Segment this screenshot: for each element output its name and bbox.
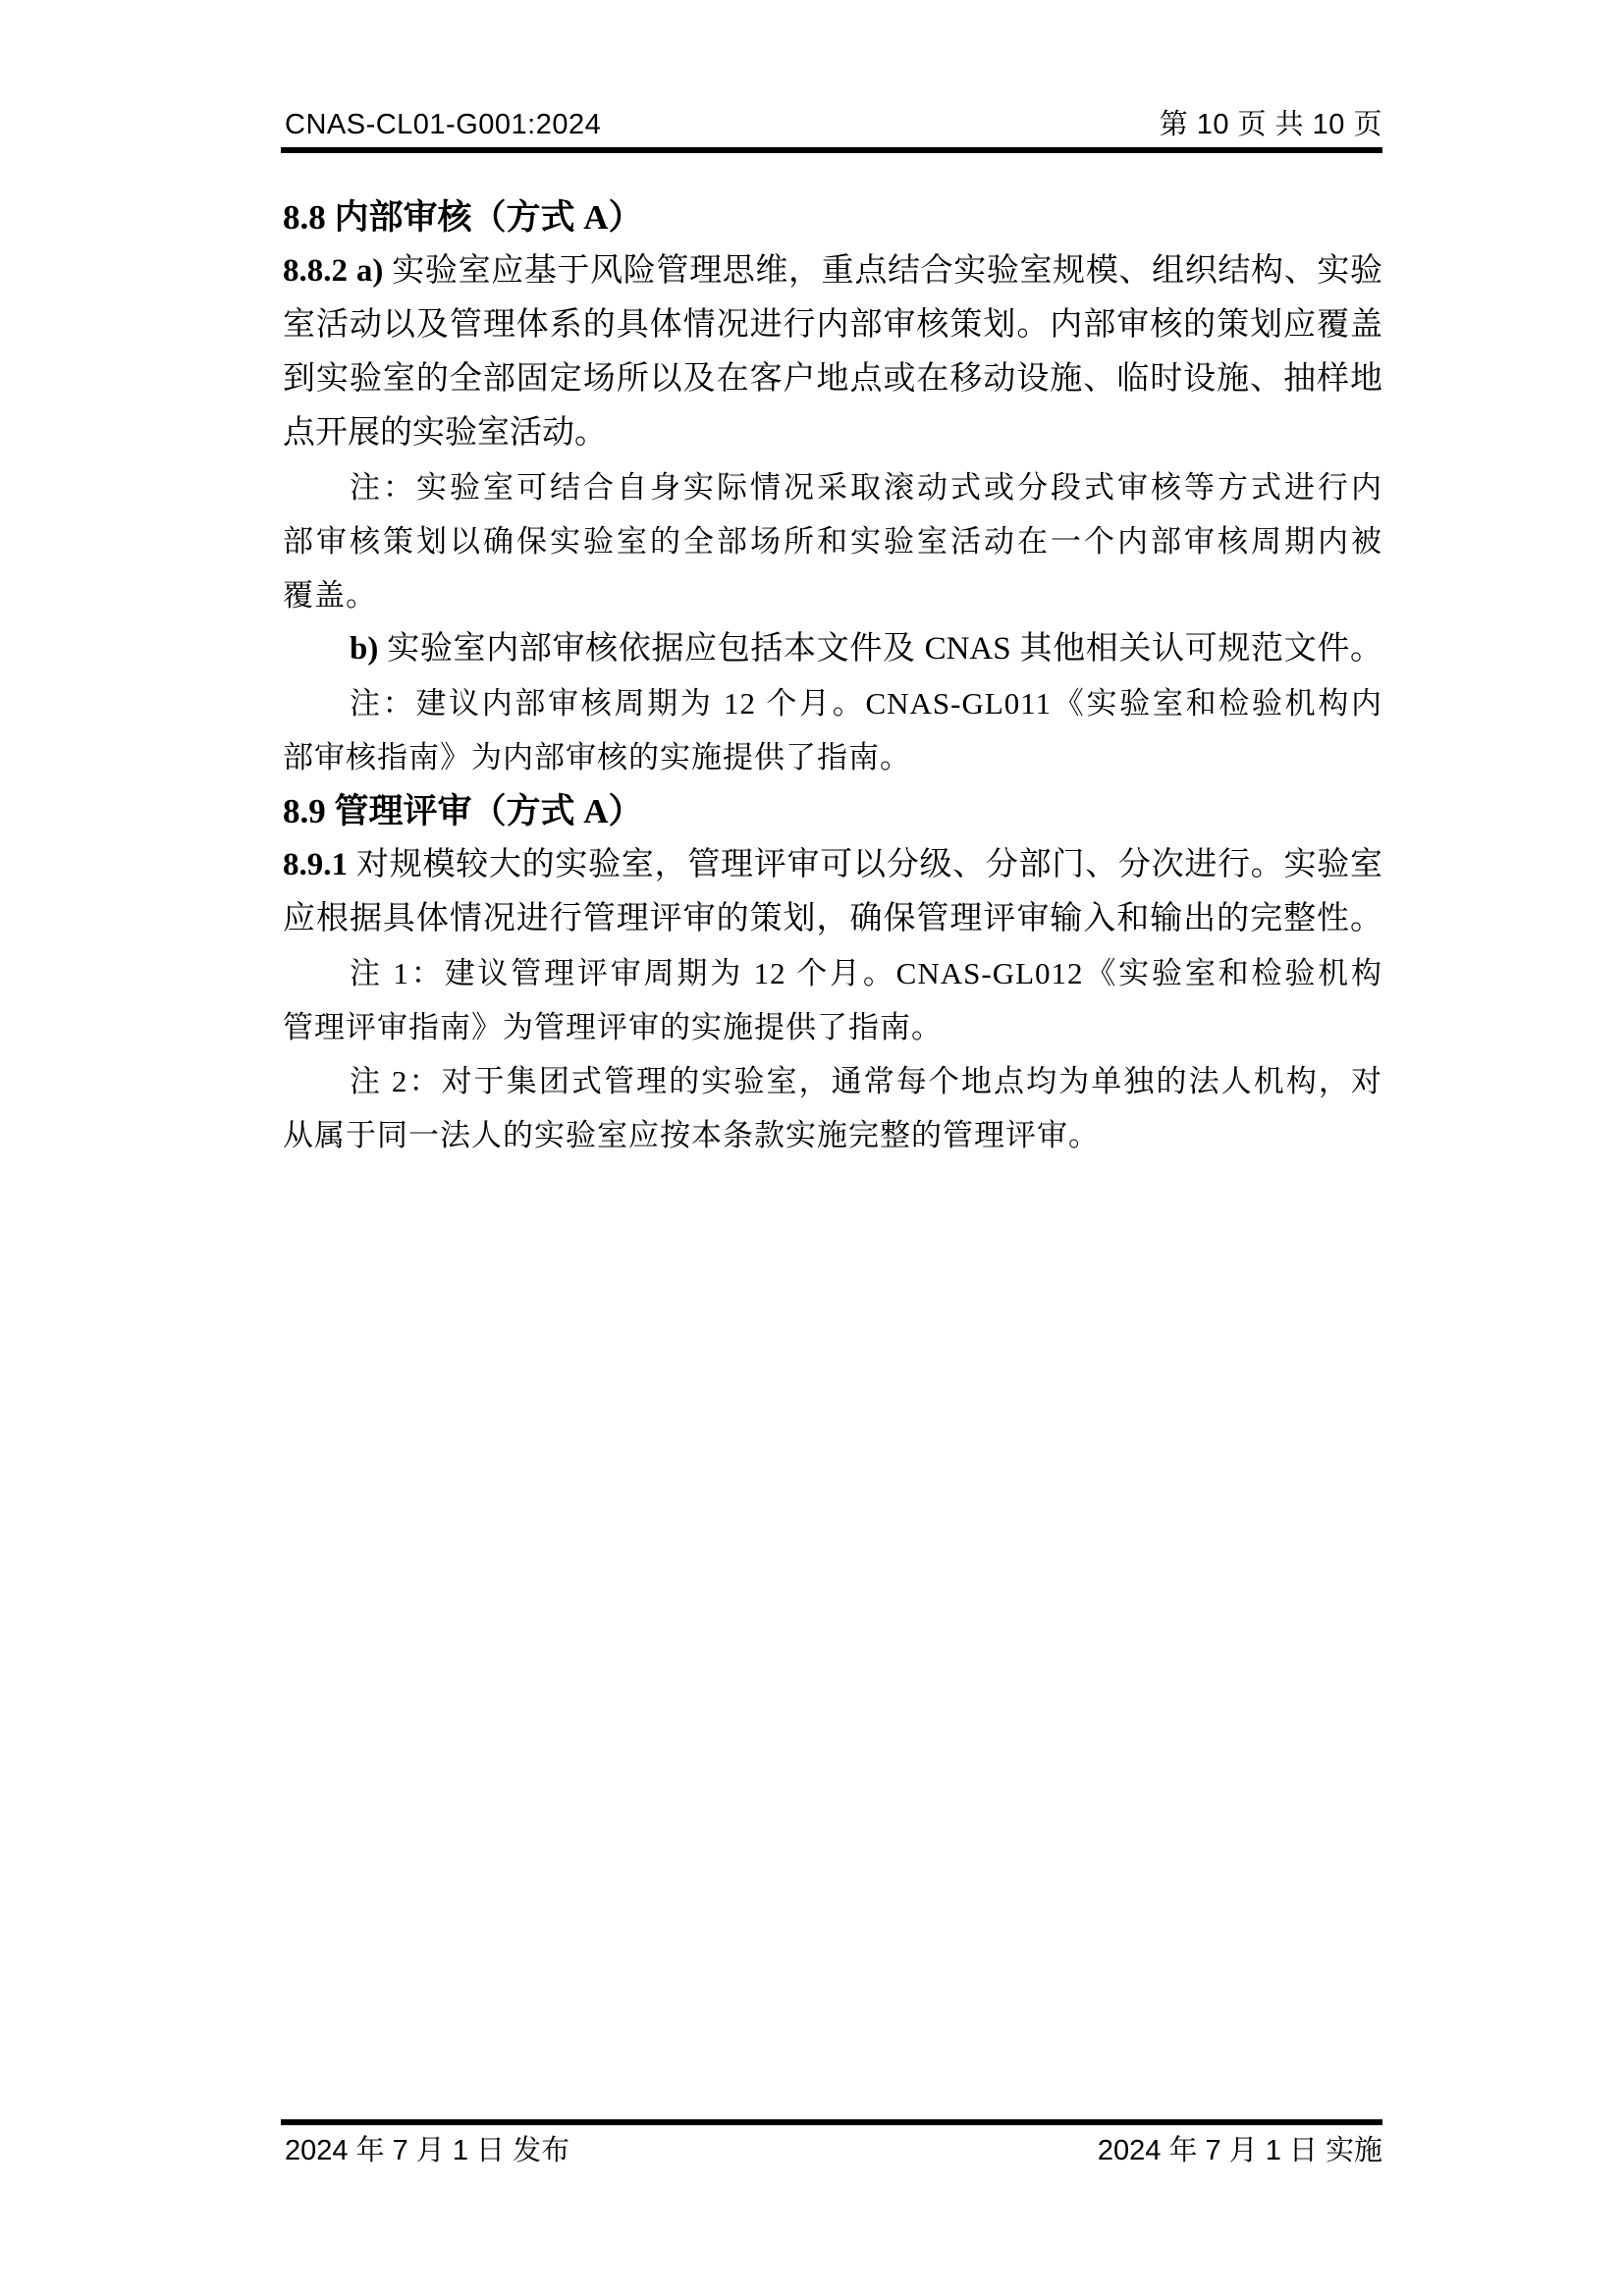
clause-number: 8.9.1 (283, 847, 356, 882)
text-line: 室活动以及管理体系的具体情况进行内部审核策划。内部审核的策划应覆盖 (283, 307, 1382, 343)
document-body (283, 190, 1382, 1162)
text-line: 部审核指南》为内部审核的实施提供了指南。 (283, 740, 911, 774)
document-code: CNAS-CL01-G001:2024 (285, 109, 602, 140)
clause-number: b) (350, 631, 388, 667)
text-line: 覆盖。 (283, 578, 377, 613)
clause-number: 8.8.2 a) (283, 253, 393, 289)
text-line: 从属于同一法人的实验室应按本条款实施完整的管理评审。 (283, 1118, 1100, 1152)
footer-rule (281, 2119, 1382, 2125)
text-line: 注：实验室可结合自身实际情况采取滚动式或分段式审核等方式进行内 (350, 470, 1382, 505)
implementation-date: 2024 年 7 月 1 日 实施 (1097, 2134, 1382, 2166)
text-line: 8.9.1 对规模较大的实验室，管理评审可以分级、分部门、分次进行。实验室 (283, 847, 1383, 882)
page-header (285, 106, 1382, 143)
text-line: 注：建议内部审核周期为 12 个月。CNAS-GL011《实验室和检验机构内 (350, 686, 1382, 721)
page-footer (285, 2128, 1382, 2167)
text-line: 到实验室的全部固定场所以及在客户地点或在移动设施、临时设施、抽样地 (283, 361, 1382, 397)
text-line: 管理评审指南》为管理评审的实施提供了指南。 (283, 1010, 943, 1044)
text-line: 部审核策划以确保实验室的全部场所和实验室活动在一个内部审核周期内被 (283, 524, 1382, 559)
text-line: 应根据具体情况进行管理评审的策划，确保管理评审输入和输出的完整性。 (283, 901, 1382, 936)
text-line: 注 1：建议管理评审周期为 12 个月。CNAS-GL012《实验室和检验机构 (350, 956, 1382, 990)
section-heading: 8.8 内部审核（方式 A） (283, 198, 643, 237)
section-heading: 8.9 管理评审（方式 A） (283, 792, 643, 830)
text-line: 点开展的实验室活动。 (283, 415, 607, 451)
release-date: 2024 年 7 月 1 日 发布 (285, 2134, 570, 2166)
page-number-indicator: 第 10 页 共 10 页 (1159, 109, 1382, 140)
text-line: 8.8.2 a) 实验室应基于风险管理思维，重点结合实验室规模、组织结构、实验 (283, 253, 1382, 289)
header-rule (281, 147, 1382, 153)
text-line: 注 2：对于集团式管理的实验室，通常每个地点均为单独的法人机构，对 (350, 1064, 1382, 1098)
text-line: b) 实验室内部审核依据应包括本文件及 CNAS 其他相关认可规范文件。 (350, 631, 1383, 667)
